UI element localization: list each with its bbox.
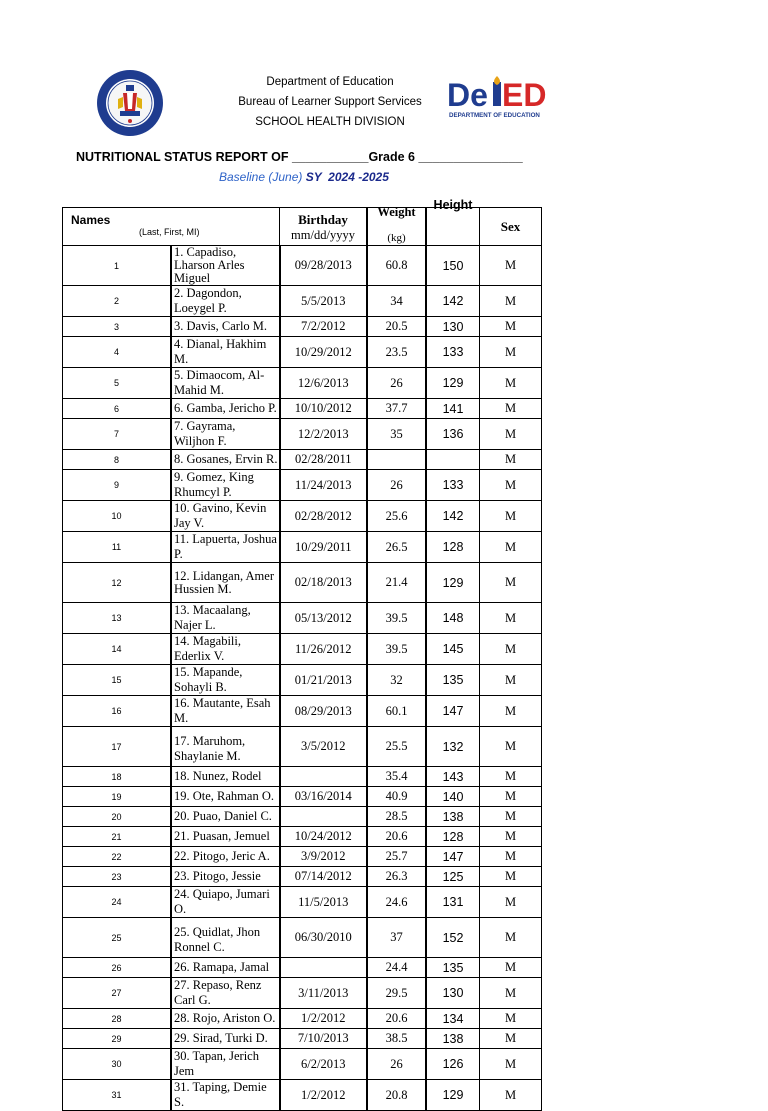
table-row [63,317,542,337]
row-number: 5 [63,368,172,399]
birthday-cell: 05/13/2012 [280,603,368,634]
sex-cell: M [480,603,542,634]
row-number: 1 [63,246,172,286]
weight-cell: 32 [367,665,426,696]
weight-cell: 24.6 [367,887,426,918]
sex-cell: M [480,847,542,867]
height-column-header [426,198,480,246]
student-name: 24. Quiapo, Jumari O. [171,887,280,918]
agency-block [180,72,480,132]
student-name: 10. Gavino, Kevin Jay V. [171,501,280,532]
height-cell: 135 [426,958,480,978]
weight-cell: 20.6 [367,827,426,847]
student-name: 22. Pitogo, Jeric A. [171,847,280,867]
weight-cell: 37 [367,918,426,958]
row-number: 29 [63,1029,172,1049]
sex-cell: M [480,337,542,368]
height-header: Height [433,198,473,212]
birthday-cell: 1/2/2012 [280,1080,368,1111]
height-cell: 130 [426,978,480,1009]
weight-header: Weight [377,205,416,219]
student-name: 16. Mautante, Esah M. [171,696,280,727]
sex-cell: M [480,399,542,419]
student-name: 7. Gayrama, Wiljhon F. [171,419,280,450]
row-number: 25 [63,918,172,958]
birthday-cell [280,807,368,827]
weight-cell [367,450,426,470]
department-name: Department of Education [266,76,394,88]
report-header [0,0,768,200]
table-row [63,665,542,696]
height-cell: 129 [426,1080,480,1111]
sex-column-header: Sex [480,208,542,246]
weight-cell: 20.8 [367,1080,426,1111]
row-number: 24 [63,887,172,918]
table-row [63,337,542,368]
row-number: 10 [63,501,172,532]
sex-cell: M [480,767,542,787]
student-name: 15. Mapande, Sohayli B. [171,665,280,696]
birthday-cell: 02/28/2012 [280,501,368,532]
height-cell: 141 [426,399,480,419]
height-cell: 140 [426,787,480,807]
deped-seal-logo [96,69,164,137]
height-cell: 142 [426,286,480,317]
table-row [63,727,542,767]
student-name: 14. Magabili, Ederlix V. [171,634,280,665]
table-row [63,696,542,727]
height-cell: 148 [426,603,480,634]
birthday-cell [280,767,368,787]
names-column-header [63,208,280,246]
height-cell: 147 [426,696,480,727]
table-row [63,563,542,603]
sex-cell: M [480,634,542,665]
birthday-cell: 11/24/2013 [280,470,368,501]
row-number: 15 [63,665,172,696]
student-name: 26. Ramapa, Jamal [171,958,280,978]
birthday-column-header [280,208,368,246]
weight-cell: 35 [367,419,426,450]
row-number: 11 [63,532,172,563]
student-name: 6. Gamba, Jericho P. [171,399,280,419]
sex-cell: M [480,450,542,470]
sex-cell: M [480,419,542,450]
table-row [63,246,542,286]
row-number: 13 [63,603,172,634]
weight-cell: 26 [367,368,426,399]
height-cell: 138 [426,1029,480,1049]
weight-cell: 35.4 [367,767,426,787]
weight-cell: 60.1 [367,696,426,727]
student-name: 11. Lapuerta, Joshua P. [171,532,280,563]
birthday-cell: 01/21/2013 [280,665,368,696]
table-row [63,450,542,470]
weight-cell: 26.3 [367,867,426,887]
birthday-cell [280,958,368,978]
height-cell: 131 [426,887,480,918]
sex-cell: M [480,918,542,958]
sex-cell: M [480,727,542,767]
table-row [63,1080,542,1111]
school-year: SY 2024 -2025 [305,170,389,184]
row-number: 14 [63,634,172,665]
sex-cell: M [480,696,542,727]
svg-text:ED: ED [502,77,547,113]
height-cell: 133 [426,337,480,368]
sex-cell: M [480,867,542,887]
student-name: 27. Repaso, Renz Carl G. [171,978,280,1009]
birthday-header: Birthday [298,212,348,227]
height-cell [426,450,480,470]
row-number: 20 [63,807,172,827]
student-name: 28. Rojo, Ariston O. [171,1009,280,1029]
table-row [63,501,542,532]
weight-cell: 29.5 [367,978,426,1009]
student-name: 5. Dimaocom, Al-Mahid M. [171,368,280,399]
birthday-cell: 07/14/2012 [280,867,368,887]
baseline-label: Baseline (June) [219,170,306,184]
weight-cell: 25.5 [367,727,426,767]
row-number: 18 [63,767,172,787]
student-name: 4. Dianal, Hakhim M. [171,337,280,368]
birthday-cell: 3/9/2012 [280,847,368,867]
birthday-cell: 12/2/2013 [280,419,368,450]
table-row [63,918,542,958]
table-row [63,368,542,399]
birthday-cell: 10/10/2012 [280,399,368,419]
row-number: 2 [63,286,172,317]
sex-cell: M [480,787,542,807]
birthday-cell: 3/5/2012 [280,727,368,767]
student-name: 19. Ote, Rahman O. [171,787,280,807]
weight-cell: 38.5 [367,1029,426,1049]
division-name: SCHOOL HEALTH DIVISION [255,116,405,128]
student-name: 21. Puasan, Jemuel [171,827,280,847]
sex-cell: M [480,978,542,1009]
sex-cell: M [480,1080,542,1111]
table-row [63,1049,542,1080]
svg-text:De: De [447,77,488,113]
sex-cell: M [480,827,542,847]
birthday-cell: 02/18/2013 [280,563,368,603]
report-title: NUTRITIONAL STATUS REPORT OF ___________Grade 6 _______________ [76,150,523,164]
birthday-cell: 09/28/2013 [280,246,368,286]
height-cell: 135 [426,665,480,696]
weight-cell: 60.8 [367,246,426,286]
birthday-cell: 02/28/2011 [280,450,368,470]
birthday-cell: 08/29/2013 [280,696,368,727]
table-row [63,1009,542,1029]
table-row [63,867,542,887]
sex-cell: M [480,246,542,286]
weight-cell: 24.4 [367,958,426,978]
deped-wordmark-logo [447,74,562,124]
row-number: 8 [63,450,172,470]
sex-cell: M [480,958,542,978]
student-name: 18. Nunez, Rodel [171,767,280,787]
birthday-cell: 6/2/2013 [280,1049,368,1080]
student-name: 12. Lidangan, Amer Hussien M. [171,563,280,603]
nutrition-table [62,198,542,1111]
birthday-cell: 06/30/2010 [280,918,368,958]
height-cell: 132 [426,727,480,767]
student-name: 3. Davis, Carlo M. [171,317,280,337]
row-number: 27 [63,978,172,1009]
row-number: 30 [63,1049,172,1080]
height-cell: 129 [426,563,480,603]
svg-text:DEPARTMENT OF EDUCATION: DEPARTMENT OF EDUCATION [449,112,540,119]
sex-cell: M [480,1029,542,1049]
table-row [63,847,542,867]
weight-cell: 20.5 [367,317,426,337]
table-row [63,1029,542,1049]
weight-cell: 39.5 [367,634,426,665]
weight-cell: 26.5 [367,532,426,563]
row-number: 4 [63,337,172,368]
table-row [63,827,542,847]
birthday-cell: 12/6/2013 [280,368,368,399]
birthday-cell: 11/5/2013 [280,887,368,918]
row-number: 12 [63,563,172,603]
birthday-cell: 10/29/2011 [280,532,368,563]
student-name: 13. Macaalang, Najer L. [171,603,280,634]
table-row [63,399,542,419]
names-header: Names [71,213,111,227]
row-number: 22 [63,847,172,867]
sex-cell: M [480,563,542,603]
weight-cell: 25.7 [367,847,426,867]
weight-cell: 20.6 [367,1009,426,1029]
row-number: 16 [63,696,172,727]
height-cell: 147 [426,847,480,867]
student-name: 20. Puao, Daniel C. [171,807,280,827]
birthday-cell: 03/16/2014 [280,787,368,807]
row-number: 19 [63,787,172,807]
student-name: 31. Taping, Demie S. [171,1080,280,1111]
height-cell: 125 [426,867,480,887]
height-cell: 142 [426,501,480,532]
birthday-cell: 7/10/2013 [280,1029,368,1049]
table-row [63,978,542,1009]
table-row [63,532,542,563]
birthday-cell: 11/26/2012 [280,634,368,665]
student-name: 30. Tapan, Jerich Jem [171,1049,280,1080]
student-name: 17. Maruhom, Shaylanie M. [171,727,280,767]
student-name: 23. Pitogo, Jessie [171,867,280,887]
student-name: 25. Quidlat, Jhon Ronnel C. [171,918,280,958]
birthday-cell: 3/11/2013 [280,978,368,1009]
weight-column-header [367,205,426,246]
weight-subheader: (kg) [387,232,406,244]
sex-cell: M [480,1049,542,1080]
student-name: 8. Gosanes, Ervin R. [171,450,280,470]
weight-cell: 40.9 [367,787,426,807]
height-cell: 145 [426,634,480,665]
table-row [63,958,542,978]
table-row [63,787,542,807]
table-header-row [63,208,542,246]
height-cell: 134 [426,1009,480,1029]
height-cell: 136 [426,419,480,450]
student-name: 2. Dagondon, Loeygel P. [171,286,280,317]
student-name: 9. Gomez, King Rhumcyl P. [171,470,280,501]
birthday-cell: 7/2/2012 [280,317,368,337]
row-number: 7 [63,419,172,450]
row-number: 26 [63,958,172,978]
row-number: 6 [63,399,172,419]
height-cell: 152 [426,918,480,958]
names-subheader: (Last, First, MI) [139,227,200,237]
weight-cell: 26 [367,470,426,501]
table-row [63,807,542,827]
weight-cell: 25.6 [367,501,426,532]
sex-cell: M [480,470,542,501]
row-number: 21 [63,827,172,847]
table-row [63,634,542,665]
table-row [63,286,542,317]
height-cell: 133 [426,470,480,501]
bureau-name: Bureau of Learner Support Services [238,96,422,108]
weight-cell: 26 [367,1049,426,1080]
birthday-subheader: mm/dd/yyyy [291,228,355,242]
height-cell: 138 [426,807,480,827]
row-number: 17 [63,727,172,767]
weight-cell: 37.7 [367,399,426,419]
birthday-cell: 10/24/2012 [280,827,368,847]
height-cell: 129 [426,368,480,399]
sex-cell: M [480,887,542,918]
row-number: 23 [63,867,172,887]
weight-cell: 21.4 [367,563,426,603]
row-number: 28 [63,1009,172,1029]
sex-cell: M [480,1009,542,1029]
sex-cell: M [480,317,542,337]
student-name: 29. Sirad, Turki D. [171,1029,280,1049]
row-number: 3 [63,317,172,337]
sex-cell: M [480,501,542,532]
height-cell: 130 [426,317,480,337]
birthday-cell: 10/29/2012 [280,337,368,368]
row-number: 9 [63,470,172,501]
weight-cell: 28.5 [367,807,426,827]
height-cell: 150 [426,246,480,286]
school-year-line [219,170,389,184]
student-name: 1. Capadiso, Lharson Arles Miguel [171,246,280,286]
height-cell: 128 [426,827,480,847]
weight-cell: 34 [367,286,426,317]
table-row [63,470,542,501]
table-row [63,887,542,918]
table-row [63,767,542,787]
height-cell: 143 [426,767,480,787]
birthday-cell: 1/2/2012 [280,1009,368,1029]
sex-cell: M [480,665,542,696]
table-row [63,603,542,634]
weight-cell: 39.5 [367,603,426,634]
sex-cell: M [480,532,542,563]
sex-cell: M [480,368,542,399]
height-cell: 128 [426,532,480,563]
table-row [63,419,542,450]
birthday-cell: 5/5/2013 [280,286,368,317]
sex-cell: M [480,807,542,827]
weight-cell: 23.5 [367,337,426,368]
sex-cell: M [480,286,542,317]
height-cell: 126 [426,1049,480,1080]
row-number: 31 [63,1080,172,1111]
table-body [63,246,542,1111]
